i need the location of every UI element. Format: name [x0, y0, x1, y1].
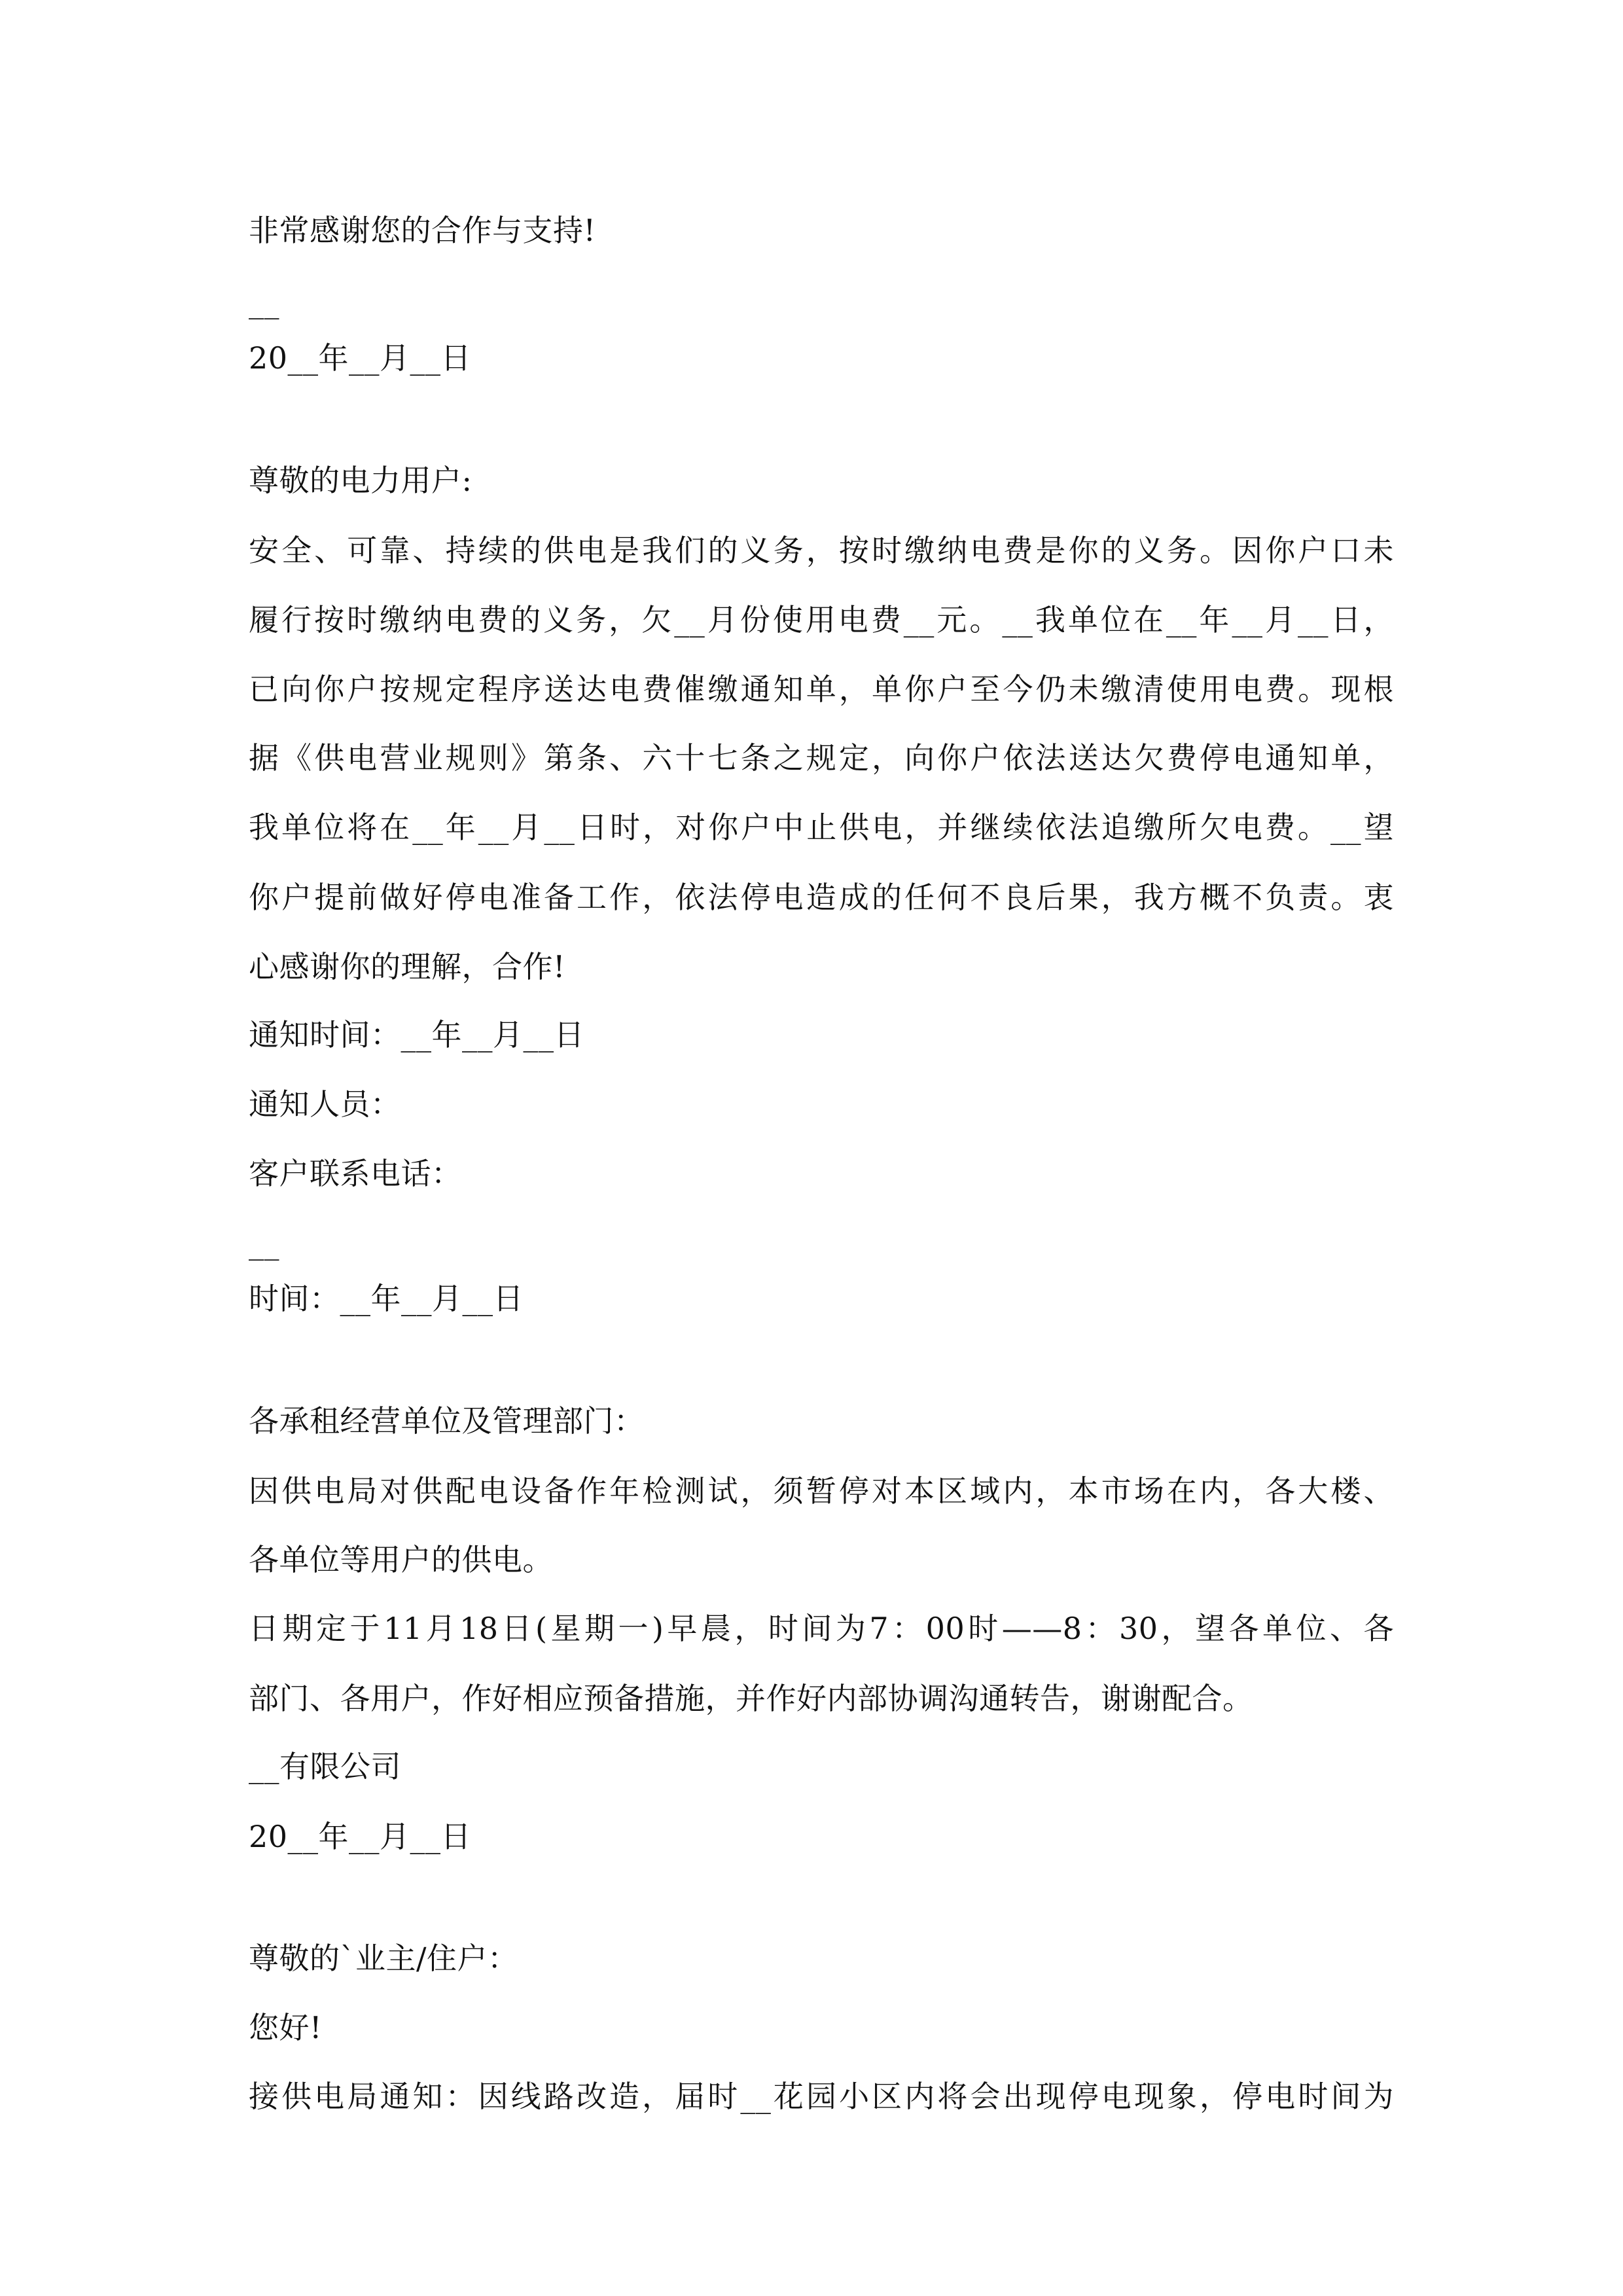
body-line: 因供电局对供配电设备作年检测试，须暂停对本区域内，本市场在内，各大楼、	[249, 1473, 1394, 1509]
thanks-line: 非常感谢您的合作与支持!	[249, 213, 596, 248]
date-line: 20__年__月__日	[249, 340, 472, 376]
body-line: 我单位将在__年__月__日时，对你户中止供电，并继续依法追缴所欠电费。__望	[249, 810, 1395, 845]
body-line: 日期定于11月18日(星期一)早晨，时间为7：00时——8：30，望各单位、各	[249, 1611, 1394, 1646]
notice-time: 通知时间：__年__月__日	[249, 1017, 584, 1052]
salutation: 各承租经营单位及管理部门：	[249, 1403, 645, 1439]
signature-blank: __	[249, 284, 279, 319]
time-line: 时间：__年__月__日	[249, 1281, 524, 1316]
salutation: 尊敬的`业主/住户：	[249, 1941, 518, 1976]
body-line: 已向你户按规定程序送达电费催缴通知单，单你户至今仍未缴清使用电费。现根	[249, 672, 1394, 707]
body-line: 各单位等用户的供电。	[249, 1542, 553, 1577]
greeting: 您好!	[249, 2010, 322, 2045]
body-line: 安全、可靠、持续的供电是我们的义务，按时缴纳电费是你的义务。因你户口未	[249, 533, 1394, 568]
body-line: 履行按时缴纳电费的义务，欠__月份使用电费__元。__我单位在__年__月__日，	[249, 602, 1395, 637]
body-line: 心感谢你的理解，合作!	[249, 949, 565, 984]
body-line: 据《供电营业规则》第条、六十七条之规定，向你户依法送达欠费停电通知单，	[249, 740, 1394, 776]
date-line: 20__年__月__日	[249, 1819, 472, 1854]
body-line: 接供电局通知：因线路改造，届时__花园小区内将会出现停电现象，停电时间为	[249, 2079, 1394, 2114]
body-line: 部门、各用户，作好相应预备措施，并作好内部协调沟通转告，谢谢配合。	[249, 1681, 1253, 1716]
salutation: 尊敬的电力用户:	[249, 463, 473, 498]
body-line: 你户提前做好停电准备工作，依法停电造成的任何不良后果，我方概不负责。衷	[249, 880, 1394, 915]
notice-person: 通知人员：	[249, 1086, 401, 1122]
signature-blank: __	[249, 1225, 279, 1261]
customer-phone: 客户联系电话：	[249, 1156, 462, 1191]
company-line: __有限公司	[249, 1749, 401, 1784]
